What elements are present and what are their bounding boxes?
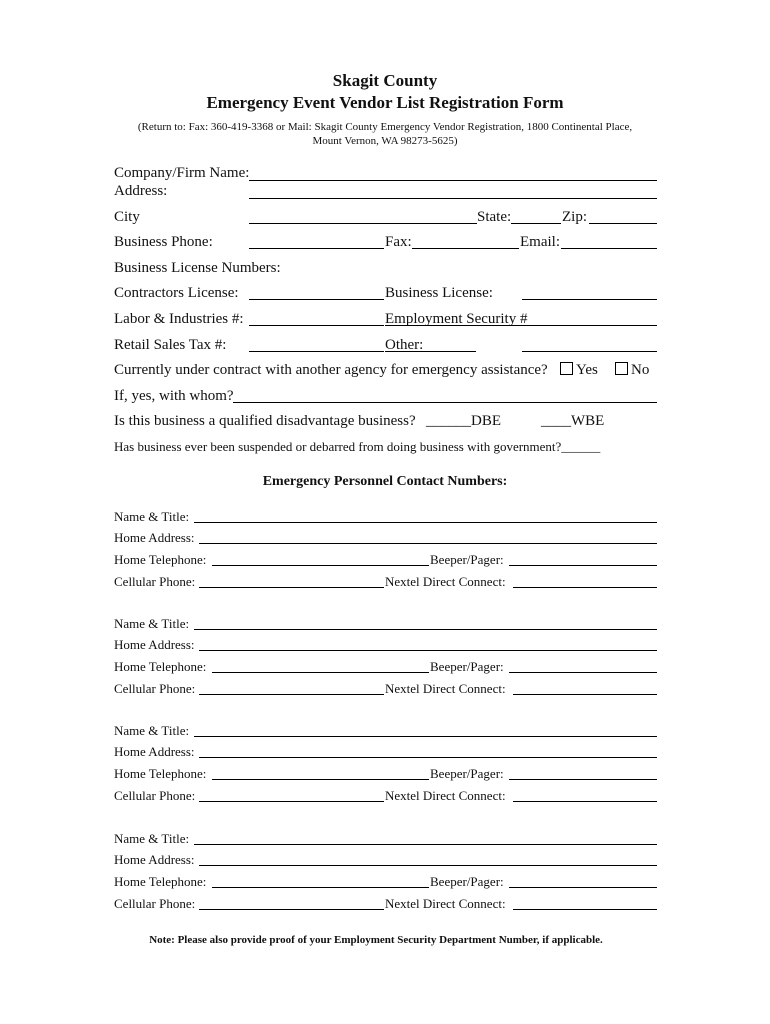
home-address-label-1: Home Address: [114, 530, 195, 545]
nextel-label-3: Nextel Direct Connect: [385, 788, 506, 803]
nextel-field-3[interactable] [513, 801, 657, 802]
contractors-license-label: Contractors License: [114, 285, 239, 301]
other-label: Other: [385, 337, 424, 353]
business-phone-field[interactable] [249, 248, 384, 249]
no-label: No [631, 362, 650, 378]
state-label: State: [477, 209, 512, 225]
home-telephone-field-3[interactable] [212, 779, 429, 780]
business-license-label: Business License: [385, 285, 493, 301]
company-name-label: Company/Firm Name: [114, 165, 250, 181]
cellular-phone-label-4: Cellular Phone: [114, 896, 196, 911]
retail-sales-tax-field[interactable] [249, 351, 384, 352]
form-title: Emergency Event Vendor List Registration Form [206, 93, 564, 112]
yes-checkbox[interactable] [560, 362, 573, 375]
personnel-heading: Emergency Personnel Contact Numbers: [262, 474, 508, 489]
footer-note: Note: Please also provide proof of your Employment Security Department Number, if applicable. [149, 934, 603, 946]
home-telephone-label-2: Home Telephone: [114, 659, 207, 674]
cellular-phone-field-4[interactable] [199, 909, 384, 910]
name-title-field-4[interactable] [194, 844, 657, 845]
contract-question: Currently under contract with another agency for emergency assistance? [114, 362, 548, 378]
business-phone-label: Business Phone: [114, 234, 213, 250]
home-address-label-3: Home Address: [114, 744, 195, 759]
cellular-phone-field-1[interactable] [199, 587, 384, 588]
home-telephone-label-1: Home Telephone: [114, 552, 207, 567]
city-label: City [114, 209, 140, 225]
home-telephone-label-4: Home Telephone: [114, 874, 207, 889]
city-field[interactable] [249, 223, 477, 224]
address-field[interactable] [249, 198, 657, 199]
employment-security-field[interactable] [385, 325, 657, 326]
wbe-option[interactable]: ____WBE [541, 413, 605, 429]
dbe-option[interactable]: ______DBE [426, 413, 501, 429]
other-field-a[interactable] [385, 351, 476, 352]
fax-field[interactable] [412, 248, 519, 249]
company-name-field[interactable] [249, 180, 657, 181]
fax-label: Fax: [385, 234, 412, 250]
beeper-pager-field-3[interactable] [509, 779, 657, 780]
labor-industries-label: Labor & Industries #: [114, 311, 244, 327]
cellular-phone-label-2: Cellular Phone: [114, 681, 196, 696]
contractors-license-field[interactable] [249, 299, 384, 300]
zip-label: Zip: [562, 209, 587, 225]
state-field[interactable] [511, 223, 561, 224]
no-checkbox[interactable] [615, 362, 628, 375]
cellular-phone-field-2[interactable] [199, 694, 384, 695]
home-telephone-field-4[interactable] [212, 887, 429, 888]
home-address-field-2[interactable] [199, 650, 657, 651]
beeper-pager-field-4[interactable] [509, 887, 657, 888]
email-field[interactable] [561, 248, 657, 249]
zip-field[interactable] [589, 223, 657, 224]
home-address-label-2: Home Address: [114, 637, 195, 652]
name-title-field-2[interactable] [194, 629, 657, 630]
name-title-label-2: Name & Title: [114, 616, 190, 631]
nextel-field-2[interactable] [513, 694, 657, 695]
name-title-label-3: Name & Title: [114, 723, 190, 738]
home-telephone-label-3: Home Telephone: [114, 766, 207, 781]
beeper-pager-label-4: Beeper/Pager: [430, 874, 504, 889]
return-instructions-line2: Mount Vernon, WA 98273-5625) [312, 135, 458, 147]
home-address-field-1[interactable] [199, 543, 657, 544]
home-address-field-3[interactable] [199, 757, 657, 758]
home-telephone-field-1[interactable] [212, 565, 429, 566]
retail-sales-tax-label: Retail Sales Tax #: [114, 337, 227, 353]
nextel-field-1[interactable] [513, 587, 657, 588]
form-title-county: Skagit County [332, 71, 438, 90]
name-title-field-1[interactable] [194, 522, 657, 523]
home-address-label-4: Home Address: [114, 852, 195, 867]
nextel-field-4[interactable] [513, 909, 657, 910]
contract-agency-field[interactable] [233, 402, 657, 403]
email-label: Email: [520, 234, 560, 250]
yes-label: Yes [576, 362, 598, 378]
cellular-phone-field-3[interactable] [199, 801, 384, 802]
business-license-field[interactable] [522, 299, 657, 300]
beeper-pager-label-1: Beeper/Pager: [430, 552, 504, 567]
labor-industries-field[interactable] [249, 325, 384, 326]
name-title-label-1: Name & Title: [114, 509, 190, 524]
name-title-field-3[interactable] [194, 736, 657, 737]
home-address-field-4[interactable] [199, 865, 657, 866]
business-license-numbers-label: Business License Numbers: [114, 260, 281, 276]
name-title-label-4: Name & Title: [114, 831, 190, 846]
nextel-label-4: Nextel Direct Connect: [385, 896, 506, 911]
beeper-pager-label-3: Beeper/Pager: [430, 766, 504, 781]
beeper-pager-field-1[interactable] [509, 565, 657, 566]
other-field-b[interactable] [522, 351, 657, 352]
beeper-pager-label-2: Beeper/Pager: [430, 659, 504, 674]
beeper-pager-field-2[interactable] [509, 672, 657, 673]
if-yes-label: If, yes, with whom? [114, 388, 234, 404]
address-label: Address: [114, 183, 168, 199]
return-instructions-line1: (Return to: Fax: 360-419-3368 or Mail: Skagit County Emergency Vendor Registration, 1800 Continental Place, [137, 121, 633, 133]
home-telephone-field-2[interactable] [212, 672, 429, 673]
cellular-phone-label-3: Cellular Phone: [114, 788, 196, 803]
suspended-question: Has business ever been suspended or debarred from doing business with government?______ [114, 439, 601, 454]
employment-security-label: Employment Security # [385, 311, 528, 327]
nextel-label-2: Nextel Direct Connect: [385, 681, 506, 696]
disadvantage-question: Is this business a qualified disadvantage business? [114, 413, 416, 429]
nextel-label-1: Nextel Direct Connect: [385, 574, 506, 589]
cellular-phone-label-1: Cellular Phone: [114, 574, 196, 589]
